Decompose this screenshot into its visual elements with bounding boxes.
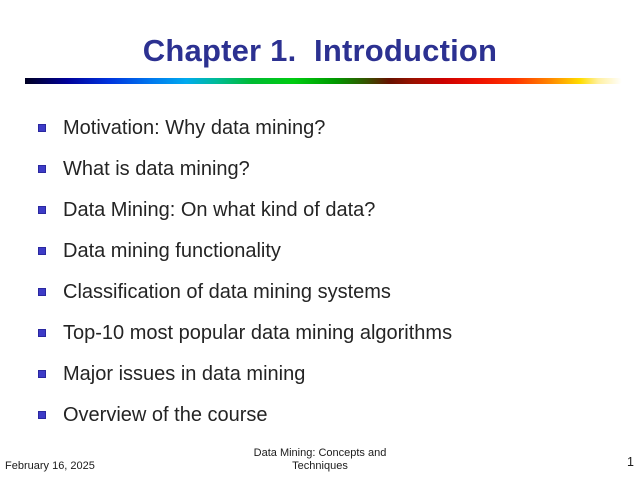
list-item — [38, 271, 452, 312]
bullet-text: Major issues in data mining — [63, 362, 306, 385]
bullet-list — [38, 107, 452, 435]
footer-date: February 16, 2025 — [5, 460, 95, 472]
slide-title: Chapter 1. Introduction — [142, 33, 498, 68]
bullet-square-icon — [38, 247, 46, 255]
list-item — [38, 189, 452, 230]
bullet-text: What is data mining? — [63, 157, 250, 180]
list-item — [38, 230, 452, 271]
bullet-text: Classification of data mining systems — [63, 280, 391, 303]
bullet-text: Top-10 most popular data mining algorithms — [63, 321, 453, 344]
bullet-square-icon — [38, 206, 46, 214]
footer-book-title-line1: Data Mining: Concepts and — [253, 447, 387, 459]
bullet-square-icon — [38, 288, 46, 296]
bullet-text: Data mining functionality — [63, 239, 281, 262]
footer-book-title-line2: Techniques — [292, 460, 348, 472]
list-item — [38, 394, 452, 435]
list-item — [38, 107, 452, 148]
bullet-text: Motivation: Why data mining? — [63, 116, 326, 139]
bullet-square-icon — [38, 370, 46, 378]
rainbow-divider-rule — [25, 78, 622, 84]
list-item — [38, 148, 452, 189]
list-item — [38, 353, 452, 394]
bullet-text: Overview of the course — [63, 403, 268, 426]
bullet-square-icon — [38, 165, 46, 173]
bullet-text: Data Mining: On what kind of data? — [63, 198, 376, 221]
list-item — [38, 312, 452, 353]
bullet-square-icon — [38, 124, 46, 132]
bullet-square-icon — [38, 411, 46, 419]
bullet-square-icon — [38, 329, 46, 337]
footer-book-title — [0, 447, 640, 473]
slide-page-number: 1 — [627, 455, 634, 469]
